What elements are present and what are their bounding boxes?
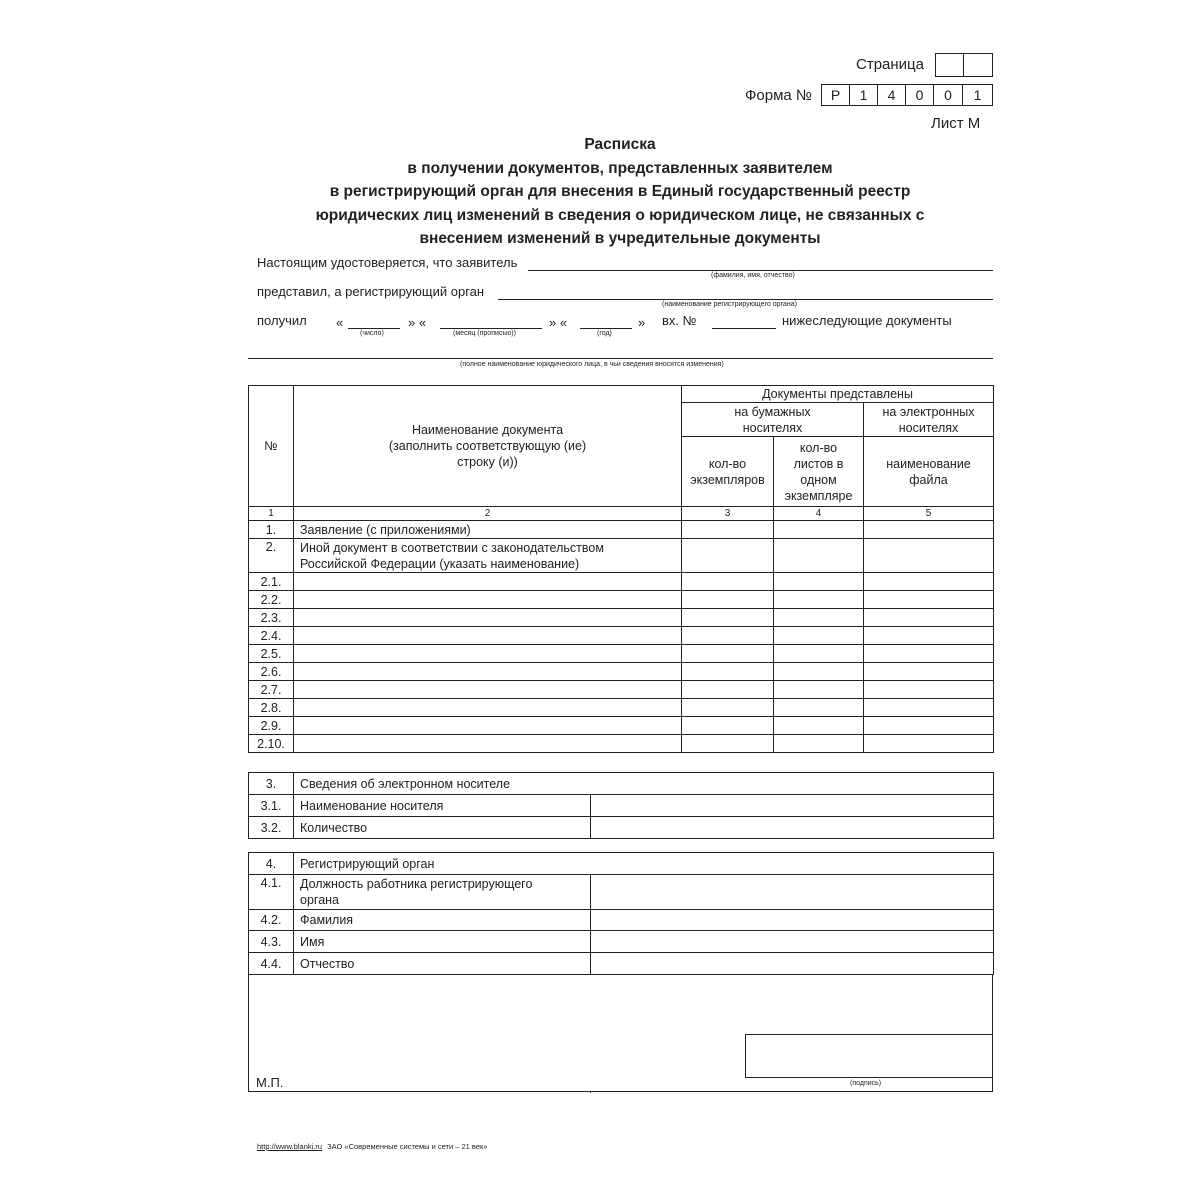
following-docs-text: нижеследующие документы	[782, 313, 952, 328]
copies-cell[interactable]	[682, 645, 774, 663]
col-header-filename	[864, 437, 994, 507]
table-row	[249, 817, 994, 839]
row-number: 2.6.	[249, 663, 294, 681]
copies-cell[interactable]	[682, 681, 774, 699]
row-number: 2.5.	[249, 645, 294, 663]
col-header-sheets-line: экземпляре	[784, 488, 853, 503]
form-label: Форма №	[745, 87, 813, 104]
table-row	[249, 573, 994, 591]
applicant-name-field[interactable]	[528, 270, 993, 271]
authority-caption: (наименование регистрирующего органа)	[662, 301, 797, 308]
filename-cell[interactable]	[864, 521, 994, 539]
month-caption: (месяц (прописью))	[453, 330, 516, 337]
table-row	[249, 735, 994, 753]
filename-cell[interactable]	[864, 681, 994, 699]
col-header-copies	[682, 437, 774, 507]
table-row	[249, 539, 994, 573]
table-row	[249, 931, 994, 953]
employee-position-field[interactable]	[591, 875, 994, 910]
sheet-label: Лист М	[931, 115, 981, 132]
electronic-media-table	[248, 772, 994, 839]
title-line: в регистрирующий орган для внесения в Единый государственный реестр	[329, 183, 911, 200]
row-label-line: Российской Федерации (указать наименование)	[300, 556, 580, 571]
table-row	[249, 663, 994, 681]
row-number: 2.3.	[249, 609, 294, 627]
table-row	[249, 645, 994, 663]
authority-table	[248, 852, 994, 975]
incoming-label: вх. №	[662, 313, 697, 328]
document-name-cell[interactable]	[294, 699, 682, 717]
row-number: 3.	[249, 773, 294, 795]
row-number: 2.2.	[249, 591, 294, 609]
table-row	[249, 627, 994, 645]
stamp-label: М.П.	[256, 1075, 284, 1090]
media-quantity-field[interactable]	[591, 817, 994, 839]
col-header-no: №	[249, 386, 294, 507]
footer-company: ЗАО «Современные системы и сети – 21 век»	[327, 1142, 488, 1151]
filename-cell[interactable]	[864, 539, 994, 573]
sheets-cell[interactable]	[774, 663, 864, 681]
col-header-paper-line: на бумажных	[734, 404, 811, 419]
col-header-sheets	[774, 437, 864, 507]
row-label	[294, 875, 591, 910]
filename-cell[interactable]	[864, 645, 994, 663]
copies-cell[interactable]	[682, 663, 774, 681]
quote-close: »	[638, 315, 646, 330]
filename-cell[interactable]	[864, 699, 994, 717]
col-header-name	[294, 386, 682, 507]
table-row	[249, 795, 994, 817]
row-number: 4.3.	[249, 931, 294, 953]
filename-cell[interactable]	[864, 627, 994, 645]
entity-name-field[interactable]	[248, 358, 993, 359]
row-label: Количество	[294, 817, 591, 839]
table-row	[249, 699, 994, 717]
table-row	[249, 717, 994, 735]
row-label: Сведения об электронном носителе	[294, 773, 994, 795]
col-header-filename-line: файла	[909, 472, 948, 487]
row-number: 2.4.	[249, 627, 294, 645]
row-label: Регистрирующий орган	[294, 853, 994, 875]
table-row	[249, 681, 994, 699]
sheets-cell[interactable]	[774, 609, 864, 627]
incoming-number-field[interactable]	[712, 328, 776, 329]
day-caption: (число)	[360, 330, 384, 337]
document-name-cell[interactable]	[294, 663, 682, 681]
footer	[257, 1142, 487, 1151]
entity-caption: (полное наименование юридического лица, в чьи сведения вносятся изменения)	[460, 361, 724, 368]
year-field[interactable]	[580, 328, 632, 329]
copies-cell[interactable]	[682, 521, 774, 539]
sheets-cell[interactable]	[774, 717, 864, 735]
filename-cell[interactable]	[864, 591, 994, 609]
page-number-box-2[interactable]	[963, 53, 993, 77]
col-header-submitted: Документы представлены	[682, 386, 994, 403]
title-line: внесением изменений в учредительные документы	[419, 230, 821, 247]
day-field[interactable]	[348, 328, 400, 329]
table-row	[249, 910, 994, 931]
row-number: 4.1.	[249, 875, 294, 910]
row-number: 3.1.	[249, 795, 294, 817]
sheets-cell[interactable]	[774, 521, 864, 539]
form-code-char: 1	[849, 84, 878, 106]
document-title	[240, 133, 1000, 251]
row-number: 3.2.	[249, 817, 294, 839]
copies-cell[interactable]	[682, 591, 774, 609]
copies-cell[interactable]	[682, 539, 774, 573]
col-header-electronic-line: на электронных	[882, 404, 975, 419]
document-name-cell[interactable]	[294, 573, 682, 591]
copies-cell[interactable]	[682, 627, 774, 645]
quote-separator: » «	[408, 315, 427, 330]
page-label: Страница	[856, 56, 924, 73]
row-number: 2.1.	[249, 573, 294, 591]
row-number: 4.2.	[249, 910, 294, 931]
form-code-char: 4	[877, 84, 906, 106]
row-label-line: Иной документ в соответствии с законодательством	[300, 540, 604, 555]
row-number: 2.7.	[249, 681, 294, 699]
row-label	[294, 539, 682, 573]
divider	[590, 1091, 593, 1093]
document-name-cell[interactable]	[294, 609, 682, 627]
col-header-electronic-line: носителях	[898, 420, 959, 435]
surname-field[interactable]	[591, 910, 994, 931]
table-row	[249, 521, 994, 539]
col-header-paper-line: носителях	[742, 420, 803, 435]
row-label: Наименование носителя	[294, 795, 591, 817]
table-row	[249, 609, 994, 627]
certify-text: Настоящим удостоверяется, что заявитель	[257, 255, 518, 270]
row-number: 4.4.	[249, 953, 294, 975]
document-name-cell[interactable]	[294, 717, 682, 735]
row-number: 2.10.	[249, 735, 294, 753]
title-line: юридических лиц изменений в сведения о юридическом лице, не связанных с	[315, 206, 925, 224]
row-number: 2.8.	[249, 699, 294, 717]
copies-cell[interactable]	[682, 609, 774, 627]
col-header-name-line: строку (и))	[457, 455, 518, 469]
quote-separator: » «	[549, 315, 568, 330]
month-field[interactable]	[440, 328, 542, 329]
col-header-name-line: Наименование документа	[411, 423, 564, 437]
col-number: 3	[682, 507, 774, 521]
patronymic-field[interactable]	[591, 953, 994, 975]
document-name-cell[interactable]	[294, 645, 682, 663]
table-row	[249, 853, 994, 875]
page-number-box-1[interactable]	[935, 53, 964, 77]
col-header-electronic	[864, 403, 994, 437]
sheets-cell[interactable]	[774, 591, 864, 609]
year-caption: (год)	[597, 330, 612, 337]
row-number: 2.	[249, 539, 294, 573]
sheets-cell[interactable]	[774, 645, 864, 663]
col-number: 5	[864, 507, 994, 521]
title-line: Расписка	[584, 136, 656, 153]
copies-cell[interactable]	[682, 573, 774, 591]
signature-field[interactable]	[745, 1034, 993, 1078]
filename-cell[interactable]	[864, 735, 994, 753]
copies-cell[interactable]	[682, 717, 774, 735]
sheets-cell[interactable]	[774, 681, 864, 699]
copies-cell[interactable]	[682, 699, 774, 717]
copies-cell[interactable]	[682, 735, 774, 753]
col-header-copies-line: экземпляров	[690, 472, 765, 487]
row-number: 4.	[249, 853, 294, 875]
col-number: 4	[774, 507, 864, 521]
col-header-copies-line: кол-во	[708, 456, 747, 471]
authority-name-field[interactable]	[498, 299, 993, 300]
sheets-cell[interactable]	[774, 735, 864, 753]
documents-table	[248, 385, 994, 753]
filename-cell[interactable]	[864, 573, 994, 591]
col-header-sheets-line: листов в	[793, 456, 844, 471]
sheets-cell[interactable]	[774, 627, 864, 645]
col-number: 2	[294, 507, 682, 521]
filename-cell[interactable]	[864, 609, 994, 627]
col-header-name-line: (заполнить соответствующую (ие)	[388, 439, 587, 453]
quote-open: «	[336, 315, 344, 330]
first-name-field[interactable]	[591, 931, 994, 953]
form-code-char: 1	[962, 84, 993, 106]
document-name-cell[interactable]	[294, 735, 682, 753]
row-label: Имя	[294, 931, 591, 953]
row-number: 1.	[249, 521, 294, 539]
signature-caption: (подпись)	[850, 1080, 882, 1087]
col-header-filename-line: наименование	[886, 456, 971, 471]
col-header-paper	[682, 403, 864, 437]
document-name-cell[interactable]	[294, 627, 682, 645]
applicant-caption: (фамилия, имя, отчество)	[711, 272, 795, 279]
submitted-text: представил, а регистрирующий орган	[257, 284, 485, 299]
filename-cell[interactable]	[864, 717, 994, 735]
footer-link[interactable]: http://www.blanki.ru	[257, 1142, 323, 1151]
filename-cell[interactable]	[864, 663, 994, 681]
table-row	[249, 591, 994, 609]
media-name-field[interactable]	[591, 795, 994, 817]
sheets-cell[interactable]	[774, 573, 864, 591]
row-label-line: Должность работника регистрирующего	[300, 877, 533, 891]
document-name-cell[interactable]	[294, 681, 682, 699]
col-header-sheets-line: одном	[800, 472, 837, 487]
col-number: 1	[249, 507, 294, 521]
row-label: Фамилия	[294, 910, 591, 931]
form-code-char: 0	[905, 84, 934, 106]
sheets-cell[interactable]	[774, 539, 864, 573]
col-header-sheets-line: кол-во	[799, 440, 838, 455]
row-number: 2.9.	[249, 717, 294, 735]
form-code-char: Р	[821, 84, 850, 106]
table-row	[249, 773, 994, 795]
table-row	[249, 875, 994, 910]
row-label-line: органа	[300, 893, 339, 907]
table-row	[249, 953, 994, 975]
title-line: в получении документов, представленных заявителем	[407, 159, 833, 177]
row-label: Заявление (с приложениями)	[294, 521, 682, 539]
sheets-cell[interactable]	[774, 699, 864, 717]
row-label: Отчество	[294, 953, 591, 975]
received-text: получил	[257, 313, 307, 328]
form-code-char: 0	[933, 84, 963, 106]
document-name-cell[interactable]	[294, 591, 682, 609]
